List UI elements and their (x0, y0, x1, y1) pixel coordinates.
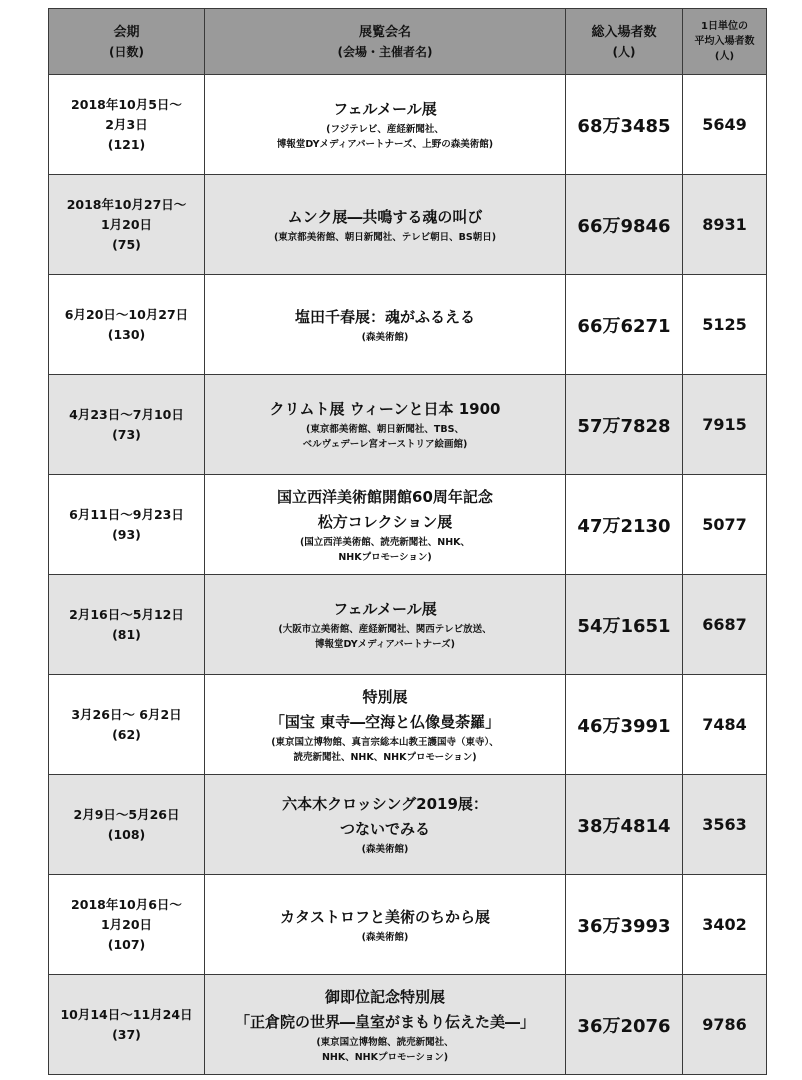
period-cell (49, 675, 205, 775)
period-line: (81) (112, 626, 141, 642)
exhibition-title: 松方コレクション展 (317, 512, 453, 531)
exhibition-cell (205, 975, 566, 1075)
header-row (49, 9, 767, 75)
period-line: (73) (112, 426, 141, 442)
daily-average-cell: 7915 (683, 375, 767, 475)
daily-average-cell: 5077 (683, 475, 767, 575)
exhibition-title: 国立西洋美術館開館60周年記念 (277, 487, 493, 506)
period-line: (75) (112, 236, 141, 252)
period-line: 2018年10月6日～ (71, 896, 182, 912)
header-period-label: 会期 (113, 24, 140, 40)
total-visitors-cell: 66万6271 (566, 275, 683, 375)
period-line: (107) (107, 936, 146, 952)
organizer-line: (森美術館) (361, 331, 409, 343)
exhibition-cell (205, 75, 566, 175)
organizer-line: (東京都美術館、朝日新聞社、テレビ朝日、BS朝日) (273, 231, 497, 243)
organizer-line: 読売新聞社、NHK、NHKプロモーション) (293, 751, 477, 763)
total-visitors-cell: 66万9846 (566, 175, 683, 275)
period-cell (49, 475, 205, 575)
period-line: (108) (107, 826, 146, 842)
period-line: 2月3日 (105, 116, 148, 132)
daily-average-cell: 6687 (683, 575, 767, 675)
table-row (49, 375, 767, 475)
header-total-sub: (人) (612, 44, 636, 59)
organizer-line: 博報堂DYメディアパートナーズ) (315, 639, 455, 650)
exhibition-attendance-table (48, 8, 767, 1075)
total-visitors-cell: 47万2130 (566, 475, 683, 575)
exhibition-cell (205, 375, 566, 475)
total-visitors-cell: 57万7828 (566, 375, 683, 475)
exhibition-title: フェルメール展 (333, 600, 437, 618)
organizer-line: (東京国立博物館、真言宗総本山教王護国寺（東寺）、 (271, 736, 499, 748)
period-line: (37) (112, 1026, 141, 1042)
organizer-line: (国立西洋美術館、読売新聞社、NHK、 (299, 536, 471, 548)
period-cell (49, 575, 205, 675)
total-visitors-cell: 36万2076 (566, 975, 683, 1075)
organizer-line: (森美術館) (361, 931, 409, 943)
period-cell (49, 875, 205, 975)
period-cell (49, 775, 205, 875)
period-line: 2月16日～5月12日 (69, 606, 184, 622)
table-row (49, 975, 767, 1075)
period-line: 10月14日～11月24日 (60, 1006, 193, 1022)
header-avg-label-1: 1日単位の (701, 21, 748, 32)
table-row (49, 575, 767, 675)
daily-average-cell: 8931 (683, 175, 767, 275)
header-avg-sub: (人) (714, 51, 735, 62)
header-name-sub: (会場・主催者名) (337, 44, 433, 59)
period-cell (49, 375, 205, 475)
organizer-line: NHKプロモーション) (338, 551, 432, 563)
organizer-line: 博報堂DYメディアパートナーズ、上野の森美術館) (276, 139, 494, 150)
exhibition-title: つないでみる (339, 820, 430, 838)
table-row (49, 275, 767, 375)
daily-average-cell: 3563 (683, 775, 767, 875)
total-visitors-cell: 46万3991 (566, 675, 683, 775)
organizer-line: (大阪市立美術館、産経新聞社、関西テレビ放送、 (278, 624, 492, 635)
organizer-line: (東京国立博物館、読売新聞社、 (316, 1036, 454, 1048)
exhibition-cell (205, 175, 566, 275)
daily-average-cell: 5649 (683, 75, 767, 175)
daily-average-cell: 9786 (683, 975, 767, 1075)
organizer-line: NHK、NHKプロモーション) (321, 1051, 449, 1063)
table-row (49, 175, 767, 275)
table-row (49, 775, 767, 875)
period-line: 1月20日 (100, 216, 153, 232)
header-total (566, 9, 683, 75)
exhibition-title: 特別展 (362, 687, 408, 706)
period-line: 2月9日～5月26日 (73, 806, 180, 822)
table-body (49, 75, 767, 1075)
period-cell (49, 175, 205, 275)
exhibition-cell (205, 575, 566, 675)
exhibition-title: 御即位記念特別展 (324, 987, 445, 1006)
exhibition-cell (205, 475, 566, 575)
exhibition-title: ムンク展―共鳴する魂の叫び (287, 207, 483, 226)
period-line: (130) (107, 326, 146, 342)
total-visitors-cell: 68万3485 (566, 75, 683, 175)
table-row (49, 75, 767, 175)
period-cell (49, 75, 205, 175)
table-row (49, 875, 767, 975)
exhibition-cell (205, 275, 566, 375)
table-row (49, 475, 767, 575)
exhibition-title: 「正倉院の世界―皇室がまもり伝えた美―」 (234, 1012, 535, 1031)
daily-average-cell: 7484 (683, 675, 767, 775)
exhibition-cell (205, 875, 566, 975)
period-line: 6月20日～10月27日 (64, 306, 189, 322)
organizer-line: (東京都美術館、朝日新聞社、TBS、 (306, 424, 464, 435)
period-line: 4月23日～7月10日 (69, 406, 184, 422)
exhibition-cell (205, 675, 566, 775)
period-cell (49, 975, 205, 1075)
exhibition-title: 六本木クロッシング2019展： (282, 795, 488, 813)
header-period (49, 9, 205, 75)
total-visitors-cell: 54万1651 (566, 575, 683, 675)
period-line: 3月26日～ 6月2日 (71, 706, 182, 722)
organizer-line: (森美術館) (361, 844, 409, 855)
exhibition-title: カタストロフと美術のちから展 (279, 907, 490, 926)
period-line: (93) (112, 526, 141, 542)
period-cell (49, 275, 205, 375)
header-avg-label-2: 平均入場者数 (694, 36, 755, 47)
period-line: (121) (107, 136, 146, 152)
period-line: 2018年10月27日～ (66, 196, 187, 212)
period-line: 2018年10月5日～ (71, 96, 182, 112)
exhibition-title: 塩田千春展：魂がふるえる (294, 307, 475, 326)
period-line: (62) (112, 726, 141, 742)
table-row (49, 675, 767, 775)
total-visitors-cell: 36万3993 (566, 875, 683, 975)
header-avg (683, 9, 767, 75)
organizer-line: ベルヴェデーレ宮オーストリア絵画館) (302, 439, 468, 450)
exhibition-title: フェルメール展 (333, 100, 437, 118)
period-line: 1月20日 (100, 916, 153, 932)
header-name (205, 9, 566, 75)
exhibition-title: クリムト展 ウィーンと日本 1900 (269, 400, 501, 418)
daily-average-cell: 5125 (683, 275, 767, 375)
organizer-line: (フジテレビ、産経新聞社、 (326, 124, 444, 135)
total-visitors-cell: 38万4814 (566, 775, 683, 875)
exhibition-cell (205, 775, 566, 875)
header-total-label: 総入場者数 (591, 24, 657, 40)
daily-average-cell: 3402 (683, 875, 767, 975)
header-period-sub: (日数) (109, 44, 144, 59)
header-name-label: 展覧会名 (358, 24, 411, 40)
period-line: 6月11日～9月23日 (69, 506, 184, 522)
exhibition-title: 「国宝 東寺―空海と仏像曼荼羅」 (269, 712, 501, 731)
